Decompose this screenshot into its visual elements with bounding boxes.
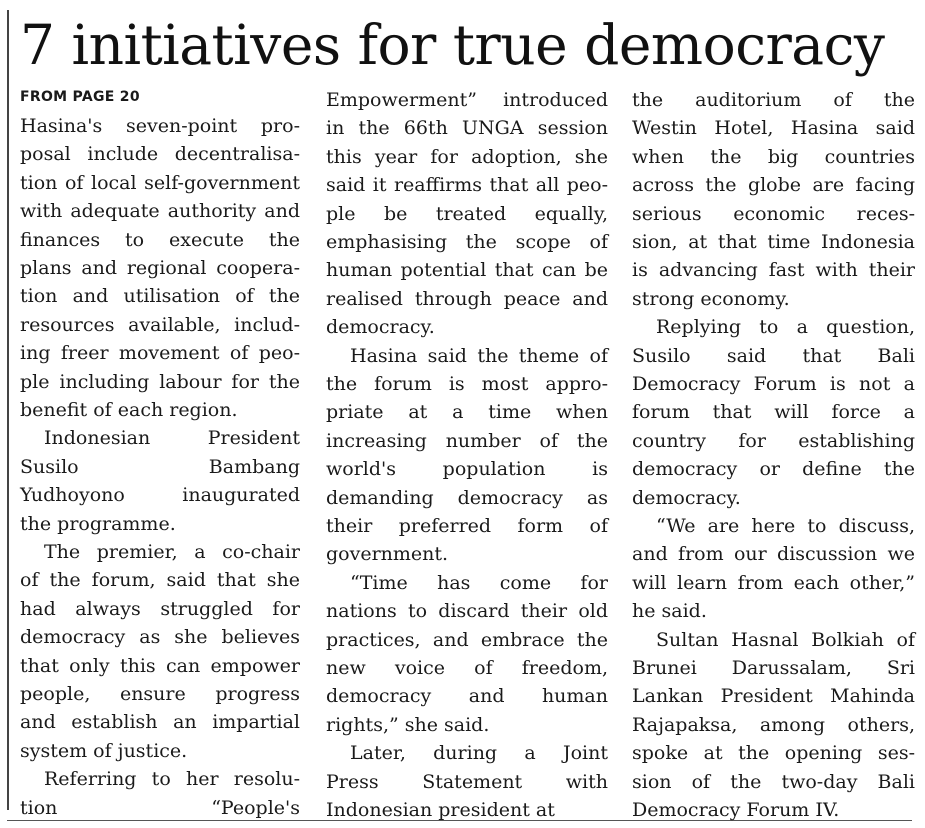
article-text-line: Westin Hotel, Hasina said	[632, 117, 915, 140]
article-text-line: new voice of freedom,	[326, 657, 608, 679]
article-text-line: Press Statement with	[326, 770, 608, 793]
article-text-line: “Time has come for	[350, 571, 608, 594]
article-text-line: the forum is most appro-	[326, 373, 608, 395]
article-text-line: tion “People's	[20, 796, 300, 819]
article-text-line: benefit of each region.	[20, 399, 238, 421]
article-text-line: system of justice.	[20, 739, 188, 762]
article-text-line: of the forum, said that she	[20, 569, 300, 592]
article-text-line: world's population is	[326, 458, 608, 481]
article-text-line: spoke at the opening ses-	[632, 742, 915, 765]
article-text-line: tion of local self-government	[20, 171, 300, 194]
article-text-line: demanding democracy as	[326, 486, 608, 509]
article-text-line: and from our discussion we	[632, 543, 915, 566]
article-column-1	[20, 0, 300, 828]
article-text-line: when the big countries	[632, 145, 915, 168]
article-text-line: priate at a time when	[326, 401, 608, 424]
article-text-line: increasing number of the	[326, 429, 608, 452]
article-text-line: that only this can empower	[20, 654, 300, 677]
article-text-line: ple including labour for the	[20, 370, 300, 393]
article-text-line: Susilo said that Bali	[632, 344, 915, 367]
article-text-line: Brunei Darussalam, Sri	[632, 657, 915, 679]
article-text-line: plans and regional coopera-	[20, 257, 300, 279]
article-text-line: The premier, a co-chair	[44, 541, 300, 563]
article-text-line: posal include decentralisa-	[20, 143, 300, 166]
article-text-line: realised through peace and	[326, 287, 608, 310]
headline: 7 initiatives for true democracy	[20, 13, 885, 77]
article-text-line: ple be treated equally,	[326, 202, 608, 225]
article-text-line: resources available, includ-	[20, 313, 300, 336]
continuation-kicker: FROM PAGE 20	[20, 89, 140, 105]
article-text-line: the auditorium of the	[632, 89, 915, 111]
article-text-line: the programme.	[20, 512, 176, 535]
article-text-line: Later, during a Joint	[350, 742, 608, 765]
article-text-line: rights,” she said.	[326, 713, 490, 736]
article-text-line: country for establishing	[632, 429, 915, 452]
article-text-line: had always struggled for	[20, 597, 300, 620]
article-text-line: Sultan Hasnal Bolkiah of	[656, 628, 915, 651]
article-text-line: Empowerment” introduced	[326, 89, 608, 111]
article-text-line: in the 66th UNGA session	[326, 117, 608, 140]
article-text-line: Democracy Forum is not a	[632, 373, 915, 395]
article-text-line: Indonesian President	[44, 427, 300, 450]
article-text-line: people, ensure progress	[20, 683, 300, 705]
article-text-line: Lankan President Mahinda	[632, 685, 915, 708]
article-text-line: democracy or define the	[632, 458, 915, 481]
article-text-line: “We are here to discuss,	[656, 515, 915, 537]
article-text-line: democracy as she believes	[20, 626, 300, 649]
article-text-line: he said.	[632, 600, 707, 623]
article-text-line: forum that will force a	[632, 401, 915, 424]
article-text-line: democracy and human	[326, 685, 608, 708]
article-text-line: serious economic reces-	[632, 202, 915, 225]
article-text-line: Referring to her resolu-	[44, 768, 300, 791]
article-text-line: Hasina said the theme of	[350, 344, 608, 367]
left-column-rule	[7, 10, 9, 810]
article-text-line: human potential that can be	[326, 259, 608, 282]
article-text-line: Susilo Bambang	[20, 455, 300, 478]
article-text-line: Democracy Forum IV.	[632, 799, 840, 821]
article-text-line: Hasina's seven-point pro-	[20, 115, 300, 137]
article-text-line: practices, and embrace the	[326, 628, 608, 651]
article-text-line: sion of the two-day Bali	[632, 770, 915, 793]
article-text-line: government.	[326, 543, 449, 566]
article-column-2	[326, 0, 608, 828]
article-text-line: democracy.	[632, 486, 741, 509]
article-text-line: their preferred form of	[326, 515, 608, 537]
article-text-line: sion, at that time Indonesia	[632, 231, 915, 253]
article-text-line: will learn from each other,”	[632, 571, 915, 594]
article-text-line: strong economy.	[632, 287, 790, 310]
article-column-3	[632, 0, 915, 828]
article-text-line: ing freer movement of peo-	[20, 342, 300, 365]
article-text-line: emphasising the scope of	[326, 231, 608, 253]
article-text-line: with adequate authority and	[20, 200, 300, 223]
article-text-line: Yudhoyono inaugurated	[20, 484, 300, 507]
article-text-line: and establish an impartial	[20, 711, 300, 734]
article-text-line: tion and utilisation of the	[20, 285, 300, 308]
article-text-line: Indonesian president at	[326, 799, 555, 821]
article-text-line: Replying to a question,	[656, 316, 915, 339]
article-text-line: nations to discard their old	[326, 600, 608, 623]
article-text-line: is advancing fast with their	[632, 259, 915, 282]
article-text-line: said it reaffirms that all peo-	[326, 174, 608, 197]
article-text-line: Rajapaksa, among others,	[632, 713, 915, 736]
article-text-line: this year for adoption, she	[326, 145, 608, 168]
article-text-line: finances to execute the	[20, 228, 300, 251]
article-text-line: across the globe are facing	[632, 174, 915, 197]
article-text-line: democracy.	[326, 316, 435, 339]
